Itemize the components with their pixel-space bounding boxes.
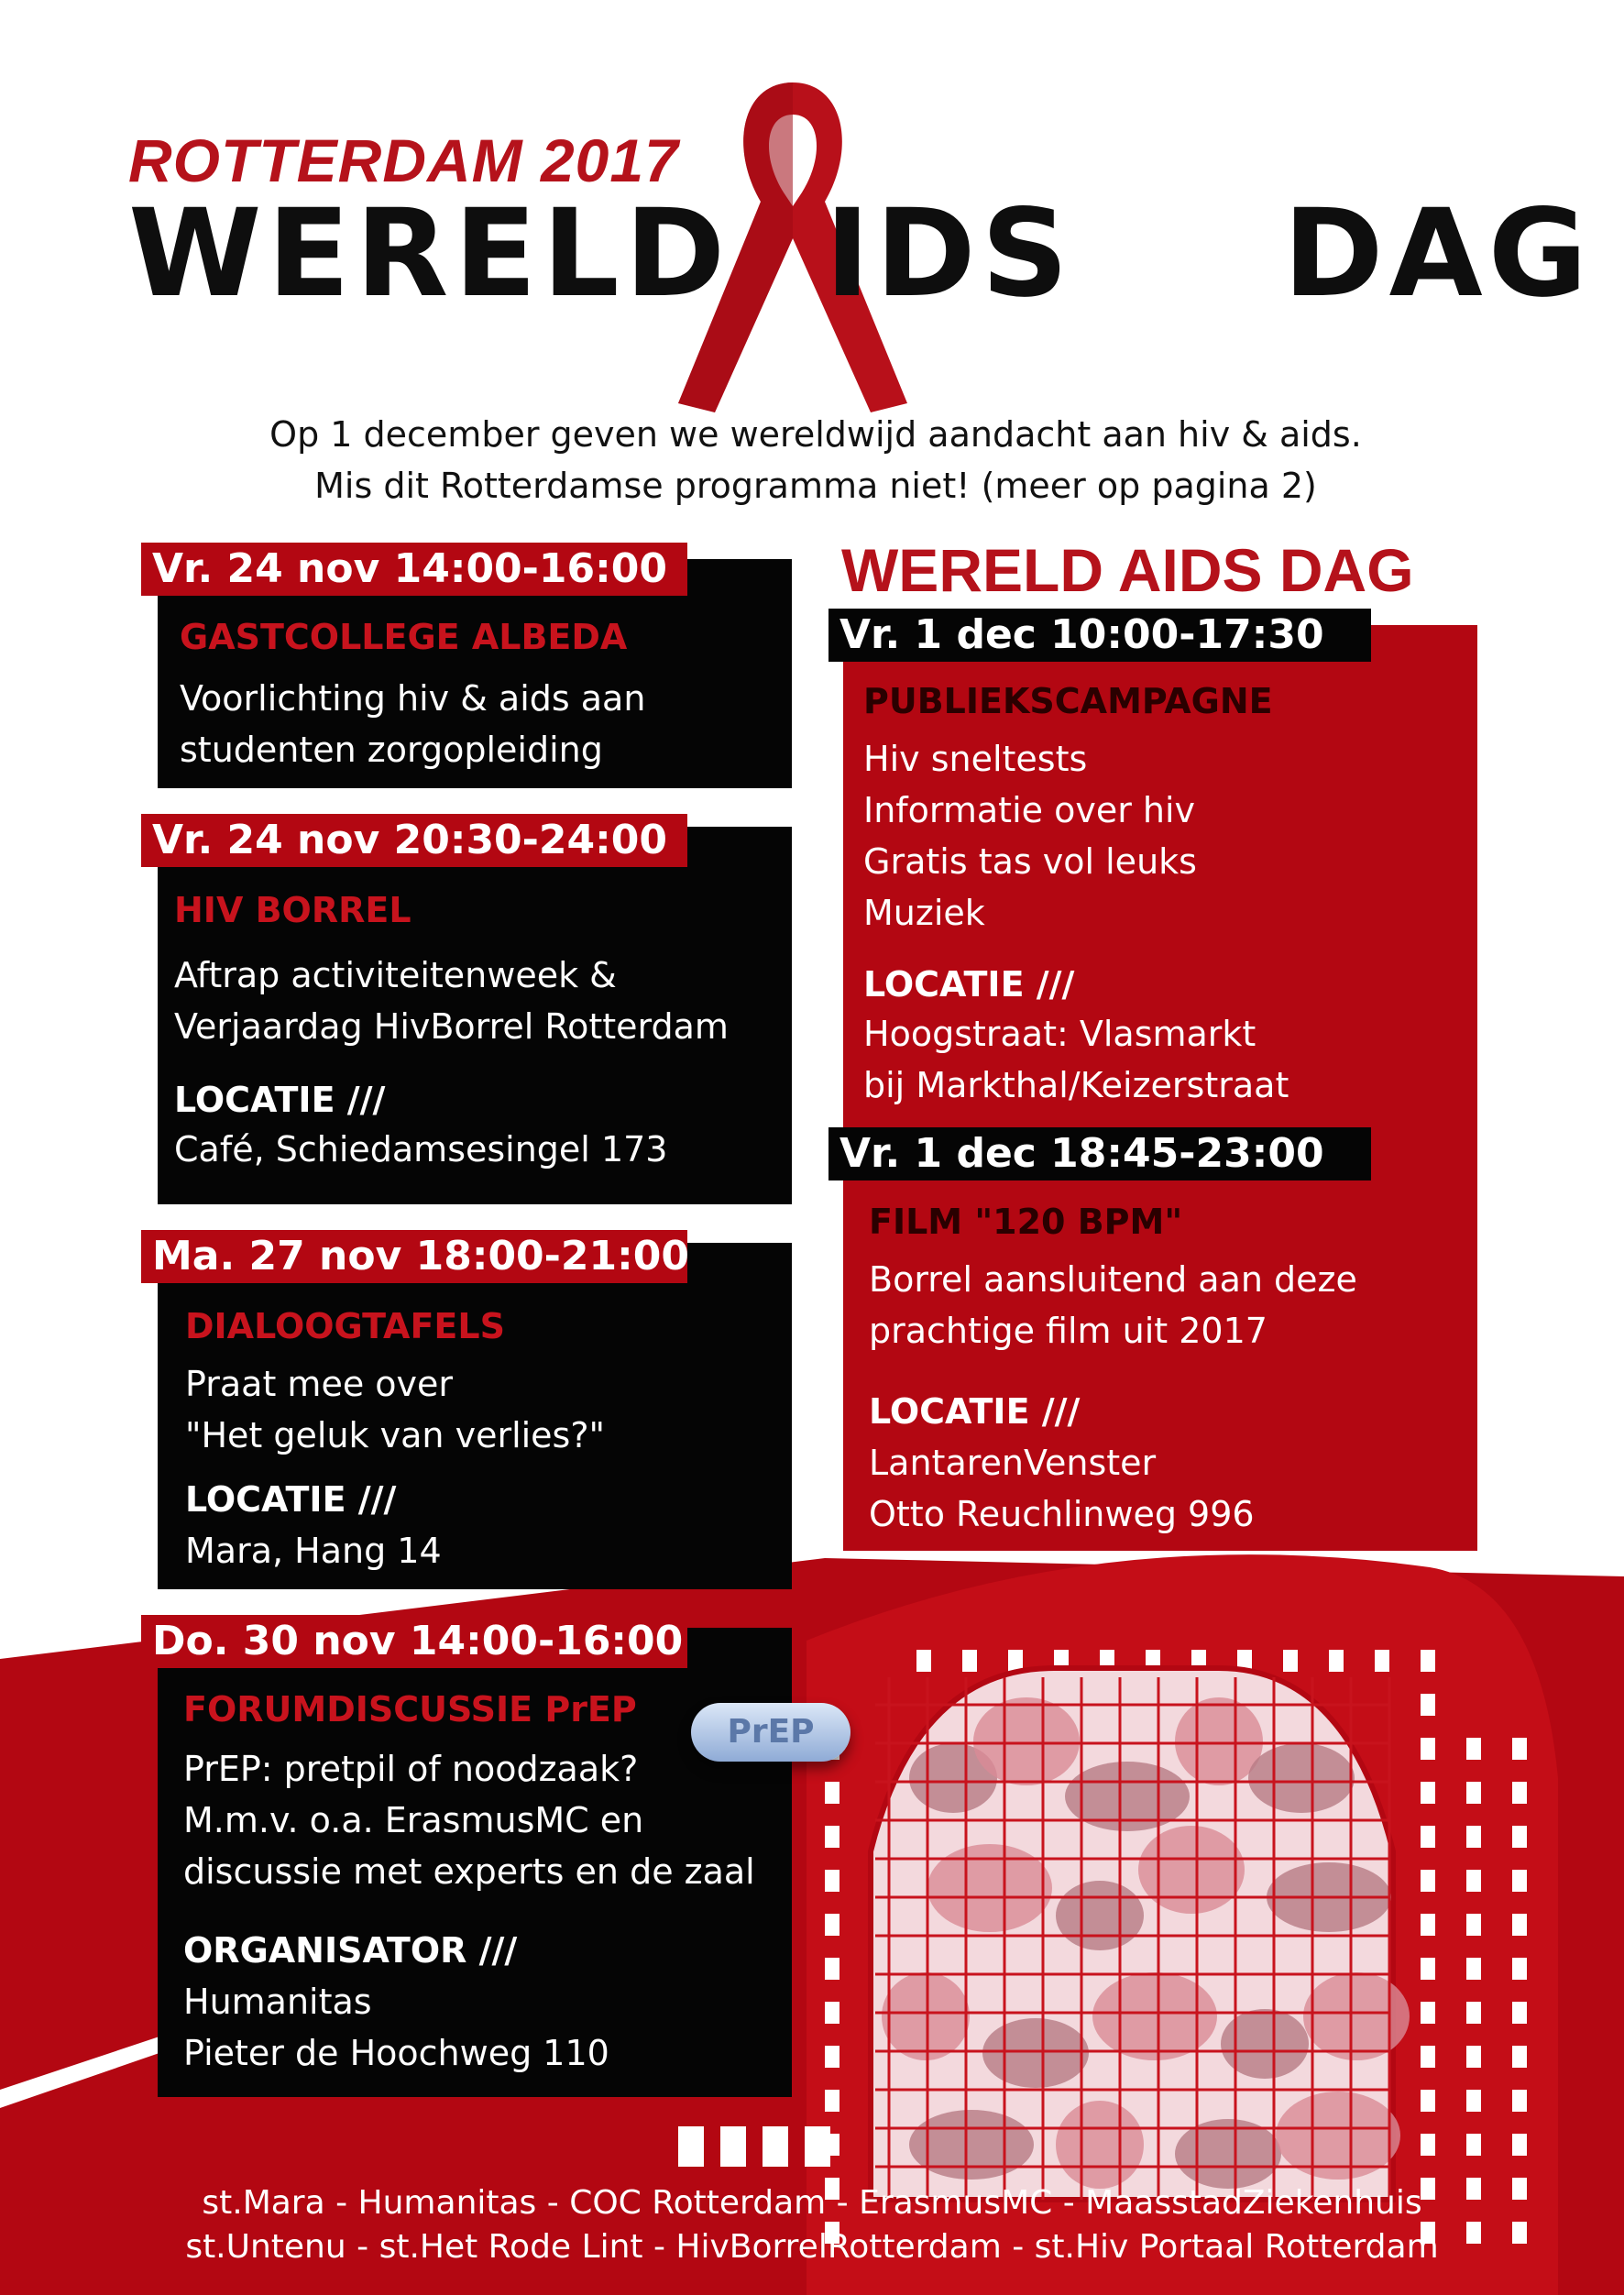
prep-pill-icon: PrEP xyxy=(691,1703,850,1762)
event-location-label: LOCATIE /// xyxy=(863,964,1075,1005)
event-line: Hiv sneltests xyxy=(863,739,1088,779)
event-title: HIV BORREL xyxy=(174,890,411,930)
footer-partners-line-1: st.Mara - Humanitas - COC Rotterdam - ErasmusMC - MaasstadZiekenhuis xyxy=(202,2184,1422,2222)
event-title: PUBLIEKSCAMPAGNE xyxy=(863,681,1273,721)
event-location: LantarenVenster xyxy=(869,1443,1157,1483)
event-title: FILM "120 BPM" xyxy=(869,1202,1183,1242)
event-location: bij Markthal/Keizerstraat xyxy=(863,1065,1289,1105)
event-line: Voorlichting hiv & aids aan xyxy=(180,678,646,719)
event-location: Pieter de Hoochweg 110 xyxy=(183,2033,609,2073)
event-location: Humanitas xyxy=(183,1982,372,2022)
event-line: PrEP: pretpil of noodzaak? xyxy=(183,1749,639,1789)
event-location-label: LOCATIE /// xyxy=(174,1080,386,1120)
event-line: Praat mee over xyxy=(185,1364,454,1404)
intro-line-1: Op 1 december geven we wereldwijd aandacht aan hiv & aids. xyxy=(269,414,1362,455)
event-line: Muziek xyxy=(863,893,985,933)
event-line: Gratis tas vol leuks xyxy=(863,841,1197,882)
event-line: Borrel aansluitend aan deze xyxy=(869,1259,1357,1300)
event-line: "Het geluk van verlies?" xyxy=(185,1415,606,1455)
event-location: Café, Schiedamsesingel 173 xyxy=(174,1129,668,1169)
event-line: M.m.v. o.a. ErasmusMC en xyxy=(183,1800,644,1840)
event-line: discussie met experts en de zaal xyxy=(183,1851,755,1892)
title-dag: DAG xyxy=(1283,183,1594,324)
title-wereld: WERELD xyxy=(128,183,731,324)
event-line: Verjaardag HivBorrel Rotterdam xyxy=(174,1006,729,1047)
event-line: studenten zorgopleiding xyxy=(180,730,603,770)
event-line: Informatie over hiv xyxy=(863,790,1196,830)
event-organizer-label: ORGANISATOR /// xyxy=(183,1930,518,1971)
event-title: GASTCOLLEGE ALBEDA xyxy=(180,617,628,657)
event-location-label: LOCATIE /// xyxy=(185,1479,397,1520)
event-date: Vr. 24 nov 14:00-16:00 xyxy=(141,543,687,596)
title-ids: IDS xyxy=(825,183,1074,324)
event-location-label: LOCATIE /// xyxy=(869,1391,1081,1432)
event-date: Do. 30 nov 14:00-16:00 xyxy=(141,1615,687,1668)
event-date: Vr. 1 dec 10:00-17:30 xyxy=(828,609,1371,662)
intro-line-2: Mis dit Rotterdamse programma niet! (meer op pagina 2) xyxy=(314,466,1317,506)
event-location: Otto Reuchlinweg 996 xyxy=(869,1494,1255,1534)
event-line: prachtige film uit 2017 xyxy=(869,1311,1267,1351)
event-location: Mara, Hang 14 xyxy=(185,1531,442,1571)
right-heading: WERELD AIDS DAG xyxy=(841,536,1414,604)
event-date: Vr. 24 nov 20:30-24:00 xyxy=(141,814,687,867)
footer-partners-line-2: st.Untenu - st.Het Rode Lint - HivBorrelRotterdam - st.Hiv Portaal Rotterdam xyxy=(185,2228,1439,2266)
event-date: Ma. 27 nov 18:00-21:00 xyxy=(141,1230,687,1283)
event-location: Hoogstraat: Vlasmarkt xyxy=(863,1014,1256,1054)
event-title: DIALOOGTAFELS xyxy=(185,1306,505,1346)
header-city-year: ROTTERDAM 2017 xyxy=(128,126,679,194)
event-title: FORUMDISCUSSIE PrEP xyxy=(183,1689,637,1729)
event-line: Aftrap activiteitenweek & xyxy=(174,955,617,995)
event-date: Vr. 1 dec 18:45-23:00 xyxy=(828,1127,1371,1180)
